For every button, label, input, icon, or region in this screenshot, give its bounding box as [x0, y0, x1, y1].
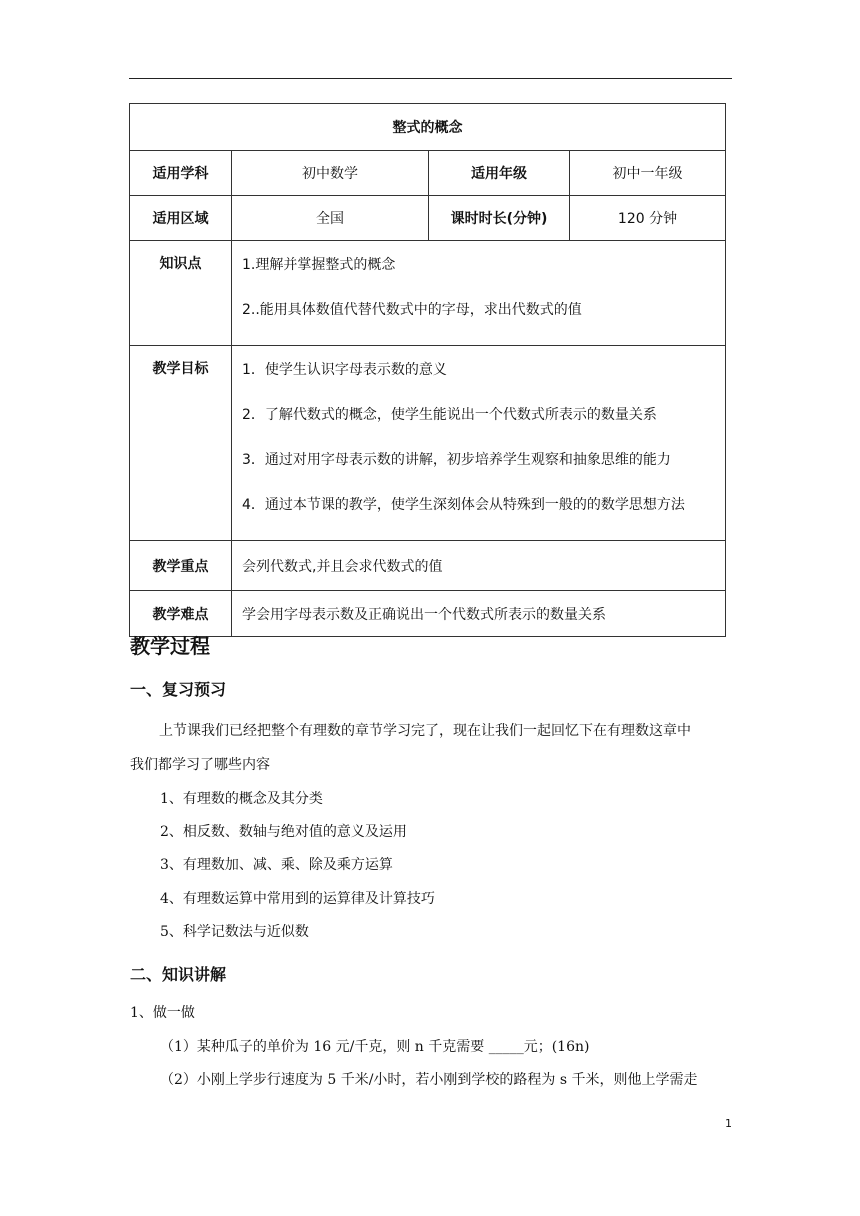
review-heading: 一、复习预习	[130, 680, 227, 699]
grade-label: 适用年级	[429, 151, 570, 196]
goal-item: 2．了解代数式的概念，使学生能说出一个代数式所表示的数量关系	[242, 407, 657, 423]
intro-line-1: 上节课我们已经把整个有理数的章节学习完了，现在让我们一起回忆下在有理数这章中	[159, 723, 691, 739]
knowledge-item: 2..能用具体数值代替代数式中的字母，求出代数式的值	[242, 302, 582, 318]
review-item: 2、相反数、数轴与绝对值的意义及运用	[160, 824, 407, 840]
difficulty-label: 教学难点	[130, 591, 232, 637]
task-item: （1）某种瓜子的单价为 16 元/千克，则 n 千克需要 _____元；(16n)	[160, 1039, 590, 1055]
region-value: 全国	[232, 196, 429, 241]
lesson-title: 整式的概念	[130, 104, 726, 151]
region-label: 适用区域	[130, 196, 232, 241]
difficulty-value: 学会用字母表示数及正确说出一个代数式所表示的数量关系	[232, 591, 726, 637]
lesson-info-table	[129, 103, 726, 637]
review-item: 1、有理数的概念及其分类	[160, 791, 323, 807]
knowledge-item: 1.理解并掌握整式的概念	[242, 257, 396, 273]
task-item: （2）小刚上学步行速度为 5 千米/小时，若小刚到学校的路程为 s 千米，则他上学需走	[160, 1072, 698, 1088]
subject-value: 初中数学	[232, 151, 429, 196]
intro-line-2: 我们都学习了哪些内容	[130, 757, 270, 773]
duration-value: 120 分钟	[570, 196, 726, 241]
goals-list	[232, 346, 726, 541]
key-point-value: 会列代数式,并且会求代数式的值	[232, 541, 726, 591]
page-number: 1	[725, 1117, 732, 1130]
duration-label: 课时时长(分钟)	[429, 196, 570, 241]
knowledge-explain-heading: 二、知识讲解	[130, 965, 227, 984]
key-point-label: 教学重点	[130, 541, 232, 591]
grade-value: 初中一年级	[570, 151, 726, 196]
review-item: 3、有理数加、减、乘、除及乘方运算	[160, 857, 393, 873]
review-item: 4、有理数运算中常用到的运算律及计算技巧	[160, 891, 435, 907]
header-rule	[129, 78, 732, 79]
task-title: 1、做一做	[130, 1005, 195, 1021]
goals-label: 教学目标	[130, 346, 232, 541]
goal-item: 4．通过本节课的教学，使学生深刻体会从特殊到一般的的数学思想方法	[242, 497, 685, 513]
subject-label: 适用学科	[130, 151, 232, 196]
knowledge-list	[232, 241, 726, 346]
process-heading: 教学过程	[130, 634, 210, 658]
goal-item: 1．使学生认识字母表示数的意义	[242, 362, 447, 378]
review-item: 5、科学记数法与近似数	[160, 924, 309, 940]
goal-item: 3．通过对用字母表示数的讲解，初步培养学生观察和抽象思维的能力	[242, 452, 671, 468]
knowledge-label: 知识点	[130, 241, 232, 346]
